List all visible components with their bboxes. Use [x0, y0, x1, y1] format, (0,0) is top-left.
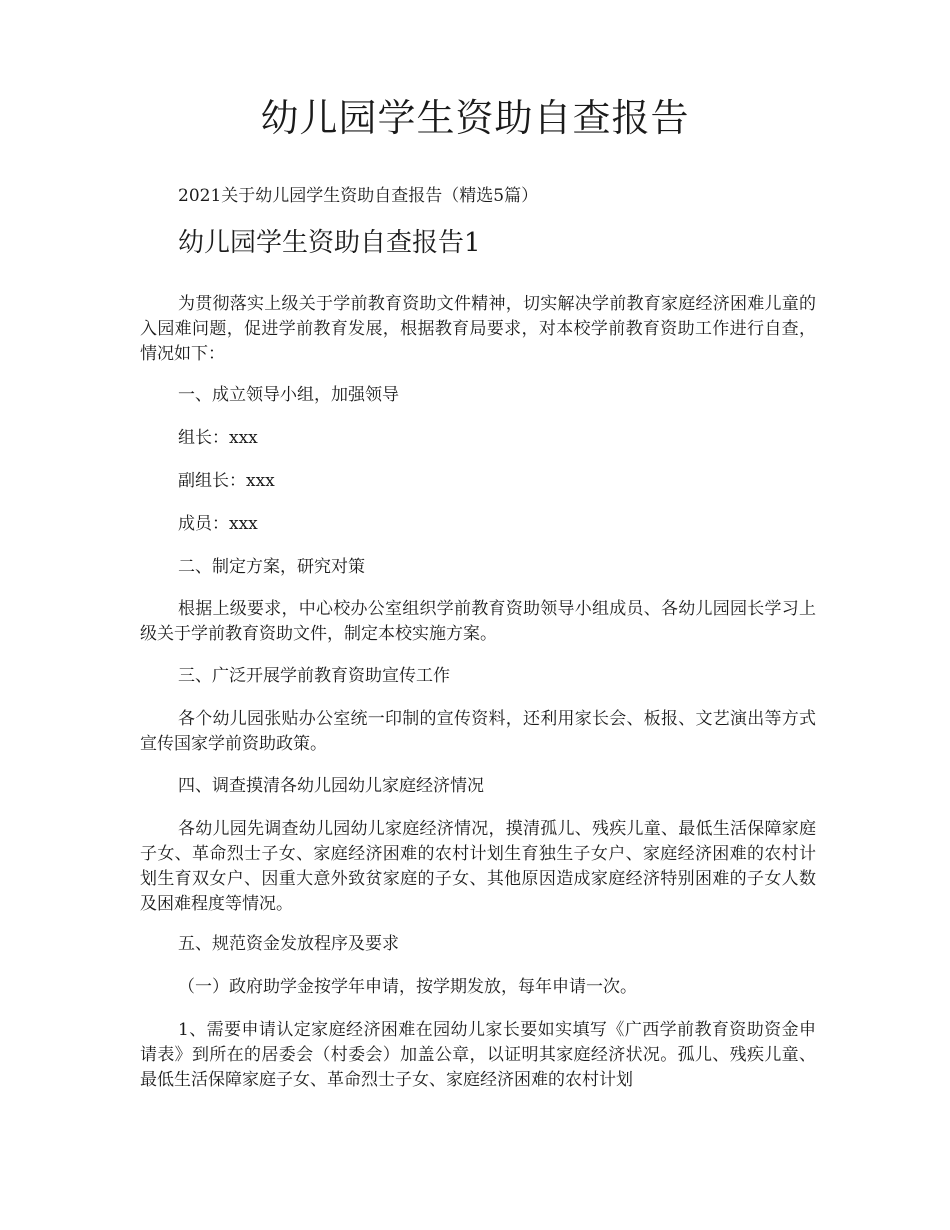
document-subtitle: 2021关于幼儿园学生资助自查报告（精选5篇）	[178, 186, 539, 206]
heading-4: 四、调查摸清各幼儿园幼儿家庭经济情况	[178, 776, 484, 796]
heading-1: 一、成立领导小组，加强领导	[178, 385, 399, 405]
intro-paragraph: 为贯彻落实上级关于学前教育资助文件精神，切实解决学前教育家庭经济困难儿童的入园难问题，促进学前教育发展，根据教育局要求，对本校学前教育资助工作进行自查，情况如下：	[140, 294, 816, 364]
section-heading: 幼儿园学生资助自查报告1	[178, 228, 481, 258]
members-line: 成员：xxx	[178, 514, 258, 534]
paragraph-5: 1、需要申请认定家庭经济困难在园幼儿家长要如实填写《广西学前教育资助资金申请表》到所在的居委会（村委会）加盖公章，以证明其家庭经济状况。孤儿、残疾儿童、最低生活保障家庭子女、革命烈士子女、家庭经济困难的农村计划	[140, 1020, 816, 1090]
heading-2: 二、制定方案，研究对策	[178, 557, 365, 577]
paragraph-4: 各幼儿园先调查幼儿园幼儿家庭经济情况，摸清孤儿、残疾儿童、最低生活保障家庭子女、革命烈士子女、家庭经济困难的农村计划生育独生子女户、家庭经济困难的农村计划生育双女户、因重大意外致贫家庭的子女、其他原因造成家庭经济特别困难的子女人数及困难程度等情况。	[140, 819, 816, 914]
heading-5: 五、规范资金发放程序及要求	[178, 934, 399, 954]
paragraph-2: 根据上级要求，中心校办公室组织学前教育资助领导小组成员、各幼儿园园长学习上级关于学前教育资助文件，制定本校实施方案。	[140, 599, 816, 644]
deputy-leader-line: 副组长：xxx	[178, 471, 275, 491]
heading-3: 三、广泛开展学前教育资助宣传工作	[178, 666, 450, 686]
paragraph-3: 各个幼儿园张贴办公室统一印制的宣传资料，还利用家长会、板报、文艺演出等方式宣传国家学前资助政策。	[140, 709, 816, 754]
leader-line: 组长：xxx	[178, 428, 258, 448]
sub-heading-5-1: （一）政府助学金按学年申请，按学期发放，每年申请一次。	[178, 977, 637, 997]
document-title: 幼儿园学生资助自查报告	[260, 96, 690, 140]
